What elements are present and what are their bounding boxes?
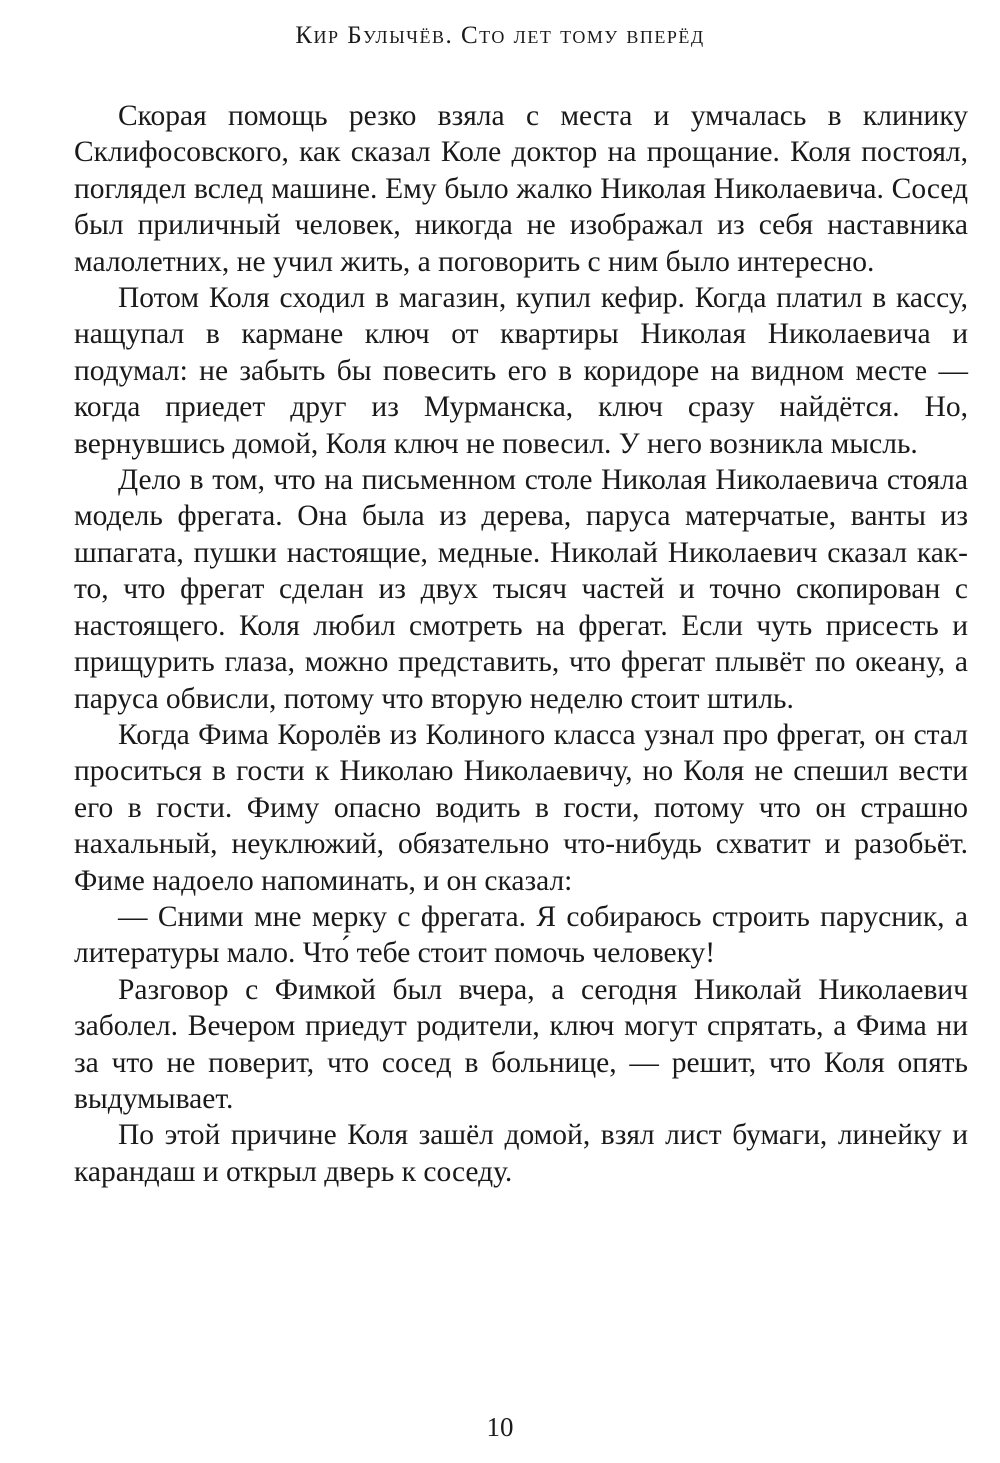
body-text: [74, 98, 968, 1190]
paragraph: — Сними мне мерку с фрегата. Я собираюсь строить парусник, а литературы мало. Что́ тебе стоит помочь человеку!: [74, 900, 968, 970]
paragraph: Когда Фима Королёв из Колиного класса узнал про фрегат, он стал проситься в гости к Николаю Николаевичу, но Коля не спешил вести его в гости. Фиму опасно водить в гости, потому что он страшно нахальный, неуклюжий, обязательно что-нибудь схватит и разобьёт. Фиме надоело напоминать, и он сказал:: [74, 718, 968, 897]
paragraph: Разговор с Фимкой был вчера, а сегодня Николай Николаевич заболел. Вечером приедут родители, ключ могут спрятать, а Фима ни за что не поверит, что сосед в больнице, — решит, что Коля опять выдумывает.: [74, 973, 968, 1115]
paragraph: Дело в том, что на письменном столе Николая Николаевича стояла модель фрегата. Она была из дерева, паруса матерчатые, ванты из шпагата, пушки настоящие, медные. Николай Николаевич сказал как-то, что фрегат сделан из двух тысяч частей и точно скопирован с настоящего. Коля любил смотреть на фрегат. Если чуть присесть и прищурить глаза, можно представить, что фрегат плывёт по океану, а паруса обвисли, потому что вторую неделю стоит штиль.: [74, 464, 968, 715]
paragraph: Потом Коля сходил в магазин, купил кефир. Когда платил в кассу, нащупал в кармане ключ от квартиры Николая Николаевича и подумал: не забыть бы повесить его в коридоре на видном месте — когда приедет друг из Мурманска, ключ сразу найдётся. Но, вернувшись домой, Коля ключ не повесил. У него возникла мысль.: [74, 282, 968, 460]
paragraph: По этой причине Коля зашёл домой, взял лист бумаги, линейку и карандаш и открыл дверь к соседу.: [74, 1119, 968, 1188]
page-number: 10: [486, 1412, 514, 1442]
paragraph: Скорая помощь резко взяла с места и умчалась в клинику Склифосовского, как сказал Коле доктор на прощание. Коля постоял, поглядел вслед машине. Ему было жалко Николая Николаевича. Сосед был приличный человек, никогда не изображал из себя наставника малолетних, не учил жить, а поговорить с ним было интересно.: [74, 100, 968, 278]
running-head: Кир Булычёв. Сто лет тому вперёд: [295, 22, 705, 49]
